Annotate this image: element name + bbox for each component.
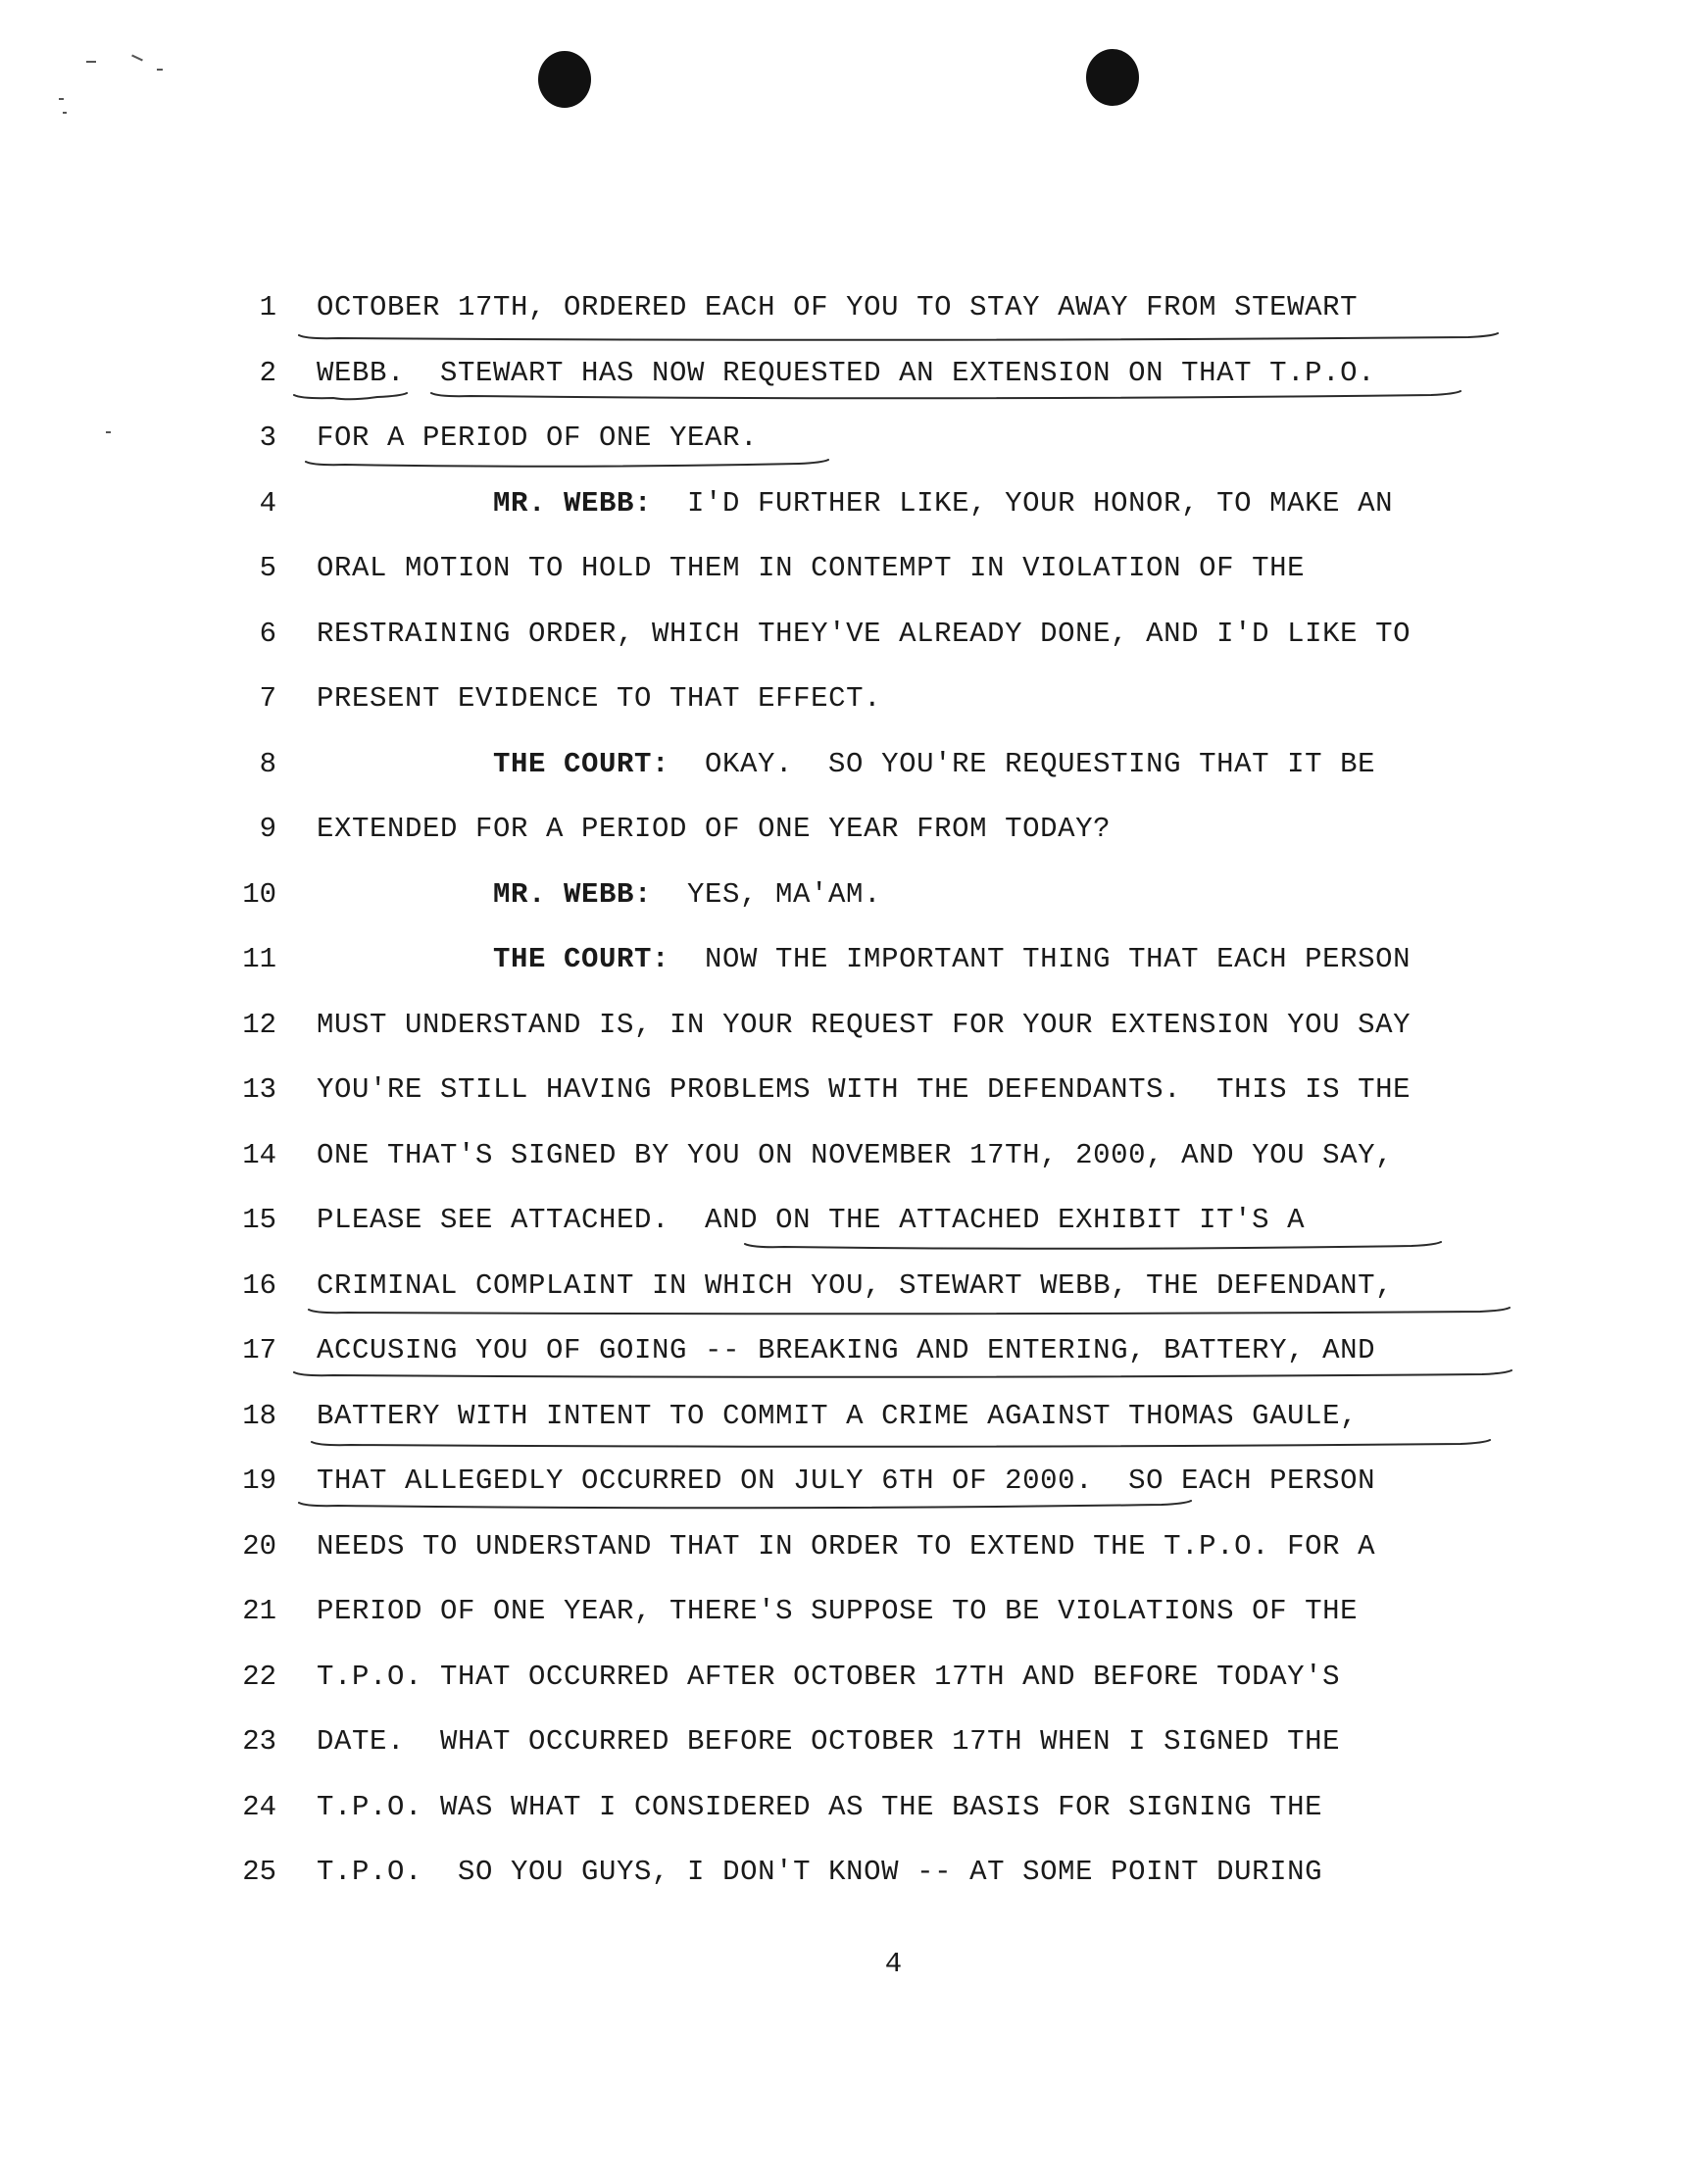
transcript-line bbox=[0, 1786, 1684, 1852]
line-number: 16 bbox=[242, 1268, 276, 1302]
scan-speck bbox=[157, 69, 163, 71]
line-number: 5 bbox=[259, 552, 276, 584]
transcript-line bbox=[0, 808, 1684, 873]
line-number: 17 bbox=[242, 1334, 276, 1366]
line-text bbox=[493, 873, 881, 917]
scan-speck bbox=[131, 55, 143, 62]
line-text bbox=[317, 1199, 1305, 1242]
spoken-text: YOU'RE STILL HAVING PROBLEMS WITH THE DEFENDANTS. THIS IS THE bbox=[317, 1073, 1412, 1106]
transcript-line bbox=[0, 1004, 1684, 1069]
spoken-text: RESTRAINING ORDER, WHICH THEY'VE ALREADY DONE, AND I'D LIKE TO bbox=[317, 617, 1412, 650]
transcript-line bbox=[0, 1851, 1684, 1916]
page-number: 4 bbox=[884, 1948, 903, 1980]
handwritten-underline bbox=[0, 1436, 1684, 1454]
spoken-text: ACCUSING YOU OF GOING -- BREAKING AND ENTERING, BATTERY, AND bbox=[317, 1334, 1376, 1366]
line-text bbox=[317, 1004, 1411, 1047]
scan-speck bbox=[63, 112, 67, 114]
transcript-line bbox=[0, 547, 1684, 613]
transcript-line bbox=[0, 938, 1684, 1004]
spoken-text: ORAL MOTION TO HOLD THEM IN CONTEMPT IN VIOLATION OF THE bbox=[317, 552, 1306, 584]
line-number: 10 bbox=[242, 877, 276, 911]
spoken-text: T.P.O. THAT OCCURRED AFTER OCTOBER 17TH AND BEFORE TODAY'S bbox=[317, 1660, 1341, 1693]
spoken-text: OCTOBER 17TH, ORDERED EACH OF YOU TO STAY AWAY FROM STEWART bbox=[317, 291, 1359, 323]
speaker-label: MR. WEBB: bbox=[493, 877, 653, 911]
spoken-text: NEEDS TO UNDERSTAND THAT IN ORDER TO EXTEND THE T.P.O. FOR A bbox=[317, 1529, 1376, 1563]
line-number: 13 bbox=[242, 1073, 276, 1106]
punch-hole-right bbox=[1086, 49, 1139, 106]
underline-stroke bbox=[309, 1308, 1510, 1314]
line-text bbox=[317, 1395, 1358, 1438]
spoken-text: DATE. WHAT OCCURRED BEFORE OCTOBER 17TH WHEN I SIGNED THE bbox=[317, 1725, 1341, 1758]
line-number: 15 bbox=[242, 1204, 276, 1236]
line-text bbox=[317, 286, 1358, 329]
transcript-line bbox=[0, 1395, 1684, 1461]
spoken-text: ONE THAT'S SIGNED BY YOU ON NOVEMBER 17TH, 2000, AND YOU SAY, bbox=[317, 1138, 1394, 1171]
speaker-label: MR. WEBB: bbox=[493, 486, 653, 520]
line-text bbox=[317, 808, 1111, 851]
transcript-line bbox=[0, 1329, 1684, 1395]
transcript-body bbox=[0, 286, 1684, 1916]
underline-stroke bbox=[299, 333, 1498, 340]
line-text bbox=[493, 743, 1375, 786]
transcript-line bbox=[0, 743, 1684, 809]
line-number: 19 bbox=[242, 1464, 276, 1497]
line-text bbox=[317, 1656, 1340, 1699]
spoken-text: THAT ALLEGEDLY OCCURRED ON JULY 6TH OF 2000. SO EACH PERSON bbox=[317, 1464, 1376, 1497]
line-text bbox=[317, 1851, 1322, 1894]
spoken-text: CRIMINAL COMPLAINT IN WHICH YOU, STEWART WEBB, THE DEFENDANT, bbox=[317, 1268, 1394, 1302]
spoken-text: WEBB. STEWART HAS NOW REQUESTED AN EXTENSION ON THAT T.P.O. bbox=[317, 356, 1376, 389]
line-number: 21 bbox=[242, 1595, 276, 1627]
transcript-line bbox=[0, 677, 1684, 743]
line-number: 8 bbox=[259, 747, 276, 780]
line-number: 25 bbox=[242, 1856, 276, 1888]
line-number: 12 bbox=[242, 1008, 276, 1041]
spoken-text: PRESENT EVIDENCE TO THAT EFFECT. bbox=[317, 682, 882, 715]
transcript-line bbox=[0, 1720, 1684, 1786]
underline-stroke bbox=[745, 1242, 1441, 1249]
transcript-line bbox=[0, 1068, 1684, 1134]
transcript-line bbox=[0, 286, 1684, 352]
line-number: 6 bbox=[259, 617, 276, 650]
line-number: 18 bbox=[242, 1399, 276, 1432]
line-text bbox=[317, 1590, 1358, 1633]
transcript-line bbox=[0, 1265, 1684, 1330]
transcript-line bbox=[0, 1460, 1684, 1525]
transcript-line bbox=[0, 1590, 1684, 1656]
spoken-text: PLEASE SEE ATTACHED. AND ON THE ATTACHED EXHIBIT IT'S A bbox=[317, 1204, 1306, 1236]
line-text bbox=[317, 1460, 1375, 1503]
line-number: 22 bbox=[242, 1660, 276, 1693]
transcript-line bbox=[0, 1656, 1684, 1721]
spoken-text: T.P.O. SO YOU GUYS, I DON'T KNOW -- AT SOME POINT DURING bbox=[317, 1856, 1323, 1888]
spoken-text: T.P.O. WAS WHAT I CONSIDERED AS THE BASIS FOR SIGNING THE bbox=[317, 1790, 1323, 1823]
line-number: 4 bbox=[259, 486, 276, 520]
line-text bbox=[493, 938, 1411, 981]
transcript-line bbox=[0, 417, 1684, 482]
spoken-text: FOR A PERIOD OF ONE YEAR. bbox=[317, 422, 759, 454]
spoken-text: OKAY. SO YOU'RE REQUESTING THAT IT BE bbox=[669, 747, 1376, 780]
line-text bbox=[317, 677, 881, 720]
line-number: 23 bbox=[242, 1725, 276, 1758]
line-text bbox=[317, 613, 1411, 656]
speaker-label: THE COURT: bbox=[493, 747, 670, 780]
transcript-line bbox=[0, 873, 1684, 939]
line-number: 24 bbox=[242, 1790, 276, 1823]
line-number: 11 bbox=[242, 943, 276, 975]
speaker-label: THE COURT: bbox=[493, 943, 670, 975]
line-text bbox=[317, 417, 758, 460]
line-number: 3 bbox=[259, 422, 276, 454]
line-text bbox=[317, 1329, 1375, 1372]
line-text bbox=[317, 1720, 1340, 1763]
line-text bbox=[493, 482, 1393, 525]
line-text bbox=[317, 352, 1375, 395]
spoken-text: I'D FURTHER LIKE, YOUR HONOR, TO MAKE AN bbox=[652, 486, 1394, 520]
transcript-line bbox=[0, 1134, 1684, 1200]
spoken-text: BATTERY WITH INTENT TO COMMIT A CRIME AGAINST THOMAS GAULE, bbox=[317, 1399, 1359, 1432]
punch-hole-left bbox=[538, 51, 591, 108]
line-number: 2 bbox=[259, 356, 276, 389]
scan-speck bbox=[59, 98, 64, 100]
spoken-text: PERIOD OF ONE YEAR, THERE'S SUPPOSE TO BE VIOLATIONS OF THE bbox=[317, 1595, 1359, 1627]
transcript-line bbox=[0, 613, 1684, 678]
underline-stroke bbox=[312, 1440, 1490, 1447]
line-text bbox=[317, 1525, 1375, 1568]
handwritten-underline bbox=[0, 329, 1684, 347]
line-number: 9 bbox=[259, 813, 276, 845]
spoken-text: YES, MA'AM. bbox=[652, 877, 882, 911]
line-text bbox=[317, 1786, 1322, 1829]
underline-stroke bbox=[306, 460, 828, 467]
line-text bbox=[317, 547, 1305, 590]
transcript-line bbox=[0, 482, 1684, 548]
scan-speck bbox=[86, 61, 96, 63]
line-number: 1 bbox=[259, 291, 276, 323]
line-text bbox=[317, 1068, 1411, 1112]
line-text bbox=[317, 1134, 1393, 1177]
spoken-text: NOW THE IMPORTANT THING THAT EACH PERSON bbox=[669, 943, 1412, 975]
transcript-line bbox=[0, 352, 1684, 418]
transcript-line bbox=[0, 1525, 1684, 1591]
line-number: 20 bbox=[242, 1529, 276, 1563]
line-text bbox=[317, 1265, 1393, 1308]
spoken-text: MUST UNDERSTAND IS, IN YOUR REQUEST FOR YOUR EXTENSION YOU SAY bbox=[317, 1008, 1412, 1041]
spoken-text: EXTENDED FOR A PERIOD OF ONE YEAR FROM TODAY? bbox=[317, 813, 1112, 845]
line-number: 14 bbox=[242, 1138, 276, 1171]
line-number: 7 bbox=[259, 682, 276, 715]
transcript-line bbox=[0, 1199, 1684, 1265]
